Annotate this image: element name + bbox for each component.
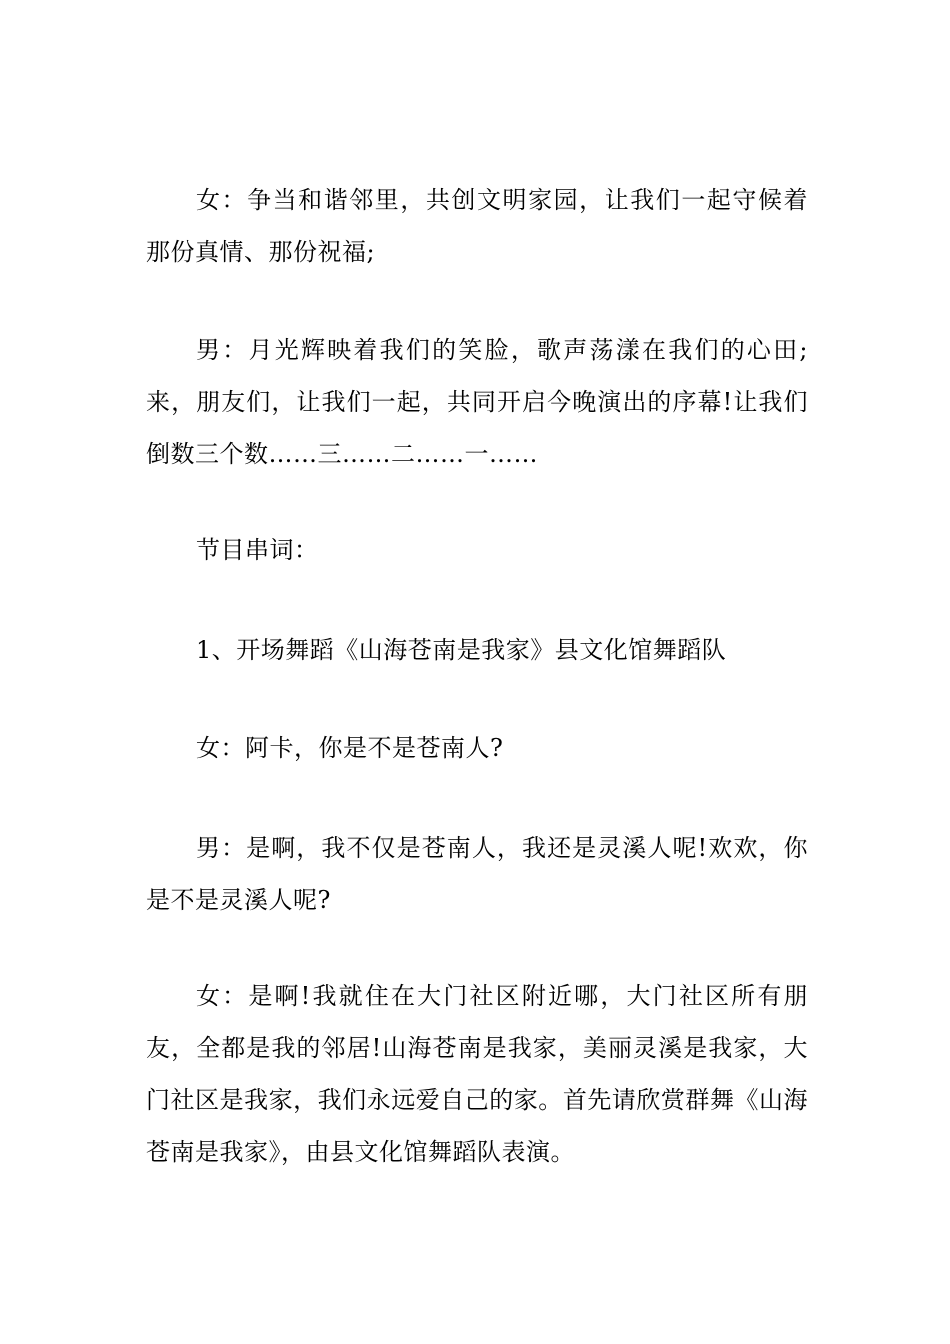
section-heading-program-script: 节目串词：	[196, 536, 319, 564]
paragraph-male-answer: 男：是啊，我不仅是苍南人，我还是灵溪人呢!欢欢，你是不是灵溪人呢?	[146, 834, 808, 914]
paragraph-female-question: 女：阿卡，你是不是苍南人?	[196, 734, 504, 762]
paragraph-female-introduction: 女：是啊!我就住在大门社区附近哪，大门社区所有朋友，全都是我的邻居!山海苍南是我家，美丽灵溪是我家，大门社区是我家，我们永远爱自己的家。首先请欣赏群舞《山海苍南是我家》，由县文化馆舞蹈队表演。	[146, 982, 808, 1166]
paragraph-female-opening: 女：争当和谐邻里，共创文明家园，让我们一起守候着那份真情、那份祝福;	[146, 186, 808, 266]
program-item-1: 1、开场舞蹈《山海苍南是我家》县文化馆舞蹈队	[196, 636, 727, 664]
paragraph-male-countdown: 男：月光辉映着我们的笑脸，歌声荡漾在我们的心田;来，朋友们，让我们一起，共同开启今晚演出的序幕!让我们倒数三个数……三……二……一……	[146, 336, 808, 468]
